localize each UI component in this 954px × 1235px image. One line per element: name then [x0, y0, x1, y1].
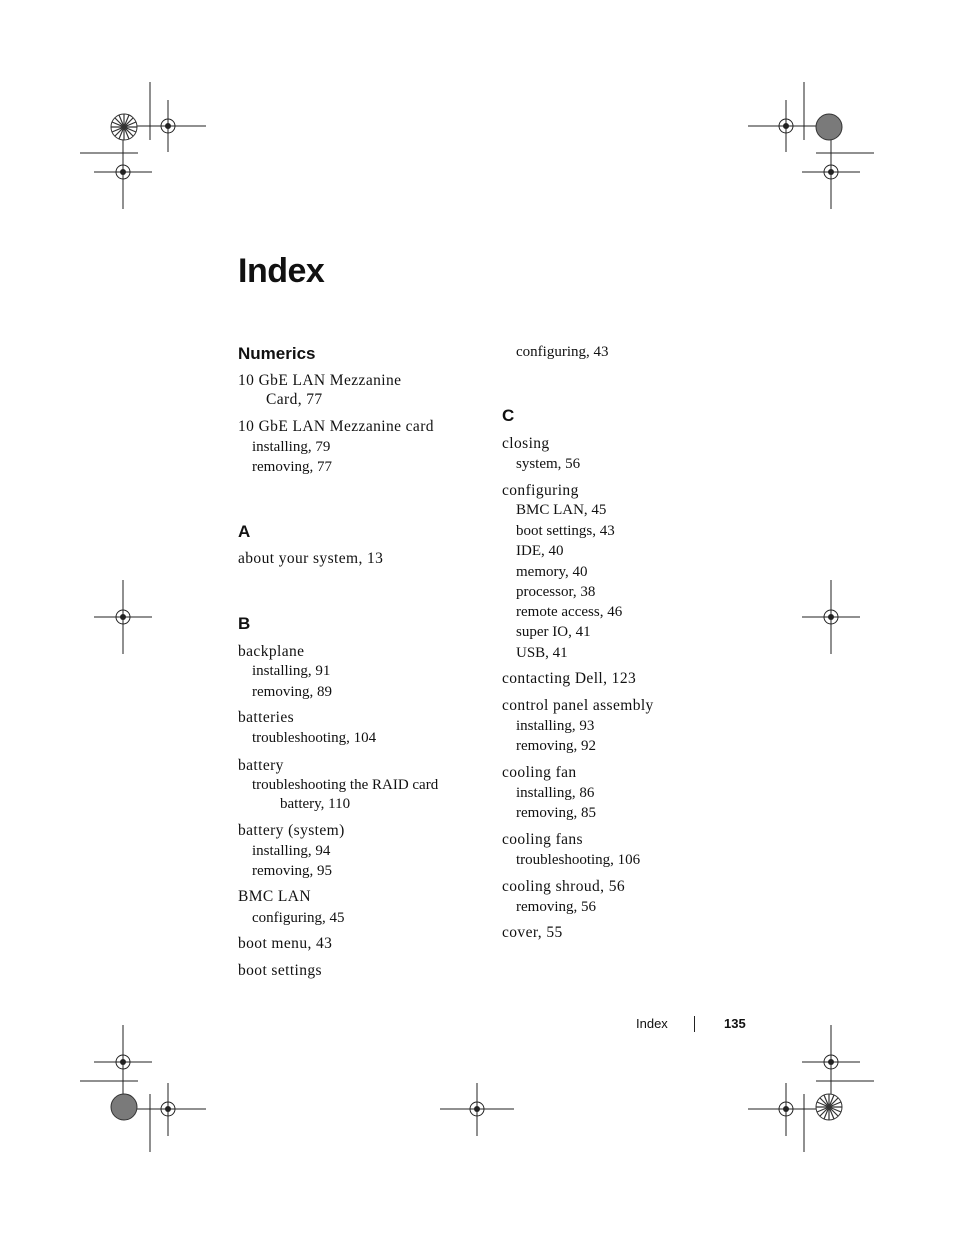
- index-entry: contacting Dell, 123: [502, 670, 637, 687]
- index-subentry-continuation: battery, 110: [280, 796, 351, 812]
- footer-section-label: Index: [636, 1016, 668, 1031]
- index-subentry: USB, 41: [516, 645, 568, 661]
- gray-target-icon: [816, 114, 842, 140]
- index-subentry: configuring, 43: [516, 344, 609, 360]
- index-subentry: super IO, 41: [516, 624, 591, 640]
- index-entry: about your system, 13: [238, 550, 384, 567]
- index-subentry: system, 56: [516, 456, 581, 472]
- index-subentry: processor, 38: [516, 584, 596, 600]
- gray-target-icon: [111, 1094, 137, 1120]
- index-entry: battery: [238, 757, 284, 774]
- index-entry-continuation: Card, 77: [266, 391, 323, 408]
- index-subentry: installing, 94: [252, 843, 331, 859]
- index-entry: BMC LAN: [238, 888, 311, 905]
- star-target-icon: [816, 1094, 842, 1120]
- index-subentry: troubleshooting, 104: [252, 730, 377, 746]
- page-title: Index: [238, 252, 325, 290]
- index-entry: cooling fans: [502, 831, 583, 848]
- page-number: 135: [724, 1016, 746, 1031]
- index-subentry: remote access, 46: [516, 604, 623, 620]
- index-entry: 10 GbE LAN Mezzanine: [238, 372, 402, 389]
- index-subentry: memory, 40: [516, 564, 588, 580]
- star-target-icon: [111, 114, 137, 140]
- index-subentry: troubleshooting the RAID card: [252, 777, 439, 793]
- index-subentry: BMC LAN, 45: [516, 502, 607, 518]
- index-entry: batteries: [238, 709, 295, 726]
- index-entry: configuring: [502, 482, 579, 499]
- index-subentry: installing, 93: [516, 718, 595, 734]
- index-subentry: IDE, 40: [516, 543, 564, 559]
- index-entry: 10 GbE LAN Mezzanine card: [238, 418, 434, 435]
- index-subentry: removing, 92: [516, 738, 596, 754]
- index-entry: cooling fan: [502, 764, 577, 781]
- index-subentry: boot settings, 43: [516, 523, 615, 539]
- index-subentry: installing, 86: [516, 785, 595, 801]
- index-entry: boot menu, 43: [238, 935, 333, 952]
- index-subentry: removing, 77: [252, 459, 332, 475]
- index-entry: control panel assembly: [502, 697, 654, 714]
- index-subentry: removing, 89: [252, 684, 332, 700]
- footer-divider: [694, 1016, 695, 1032]
- index-entry: cooling shroud, 56: [502, 878, 626, 895]
- index-subentry: configuring, 45: [252, 910, 345, 926]
- index-entry: cover, 55: [502, 924, 563, 941]
- section-heading-a: A: [238, 522, 251, 541]
- index-subentry: removing, 95: [252, 863, 332, 879]
- section-heading-b: B: [238, 614, 251, 633]
- index-subentry: installing, 79: [252, 439, 331, 455]
- index-entry: boot settings: [238, 962, 322, 979]
- index-entry: closing: [502, 435, 550, 452]
- index-subentry: troubleshooting, 106: [516, 852, 641, 868]
- section-heading-numerics: Numerics: [238, 344, 316, 363]
- index-entry: backplane: [238, 643, 305, 660]
- index-entry: battery (system): [238, 822, 345, 839]
- section-heading-c: C: [502, 406, 515, 425]
- index-subentry: removing, 56: [516, 899, 596, 915]
- index-subentry: installing, 91: [252, 663, 331, 679]
- index-subentry: removing, 85: [516, 805, 596, 821]
